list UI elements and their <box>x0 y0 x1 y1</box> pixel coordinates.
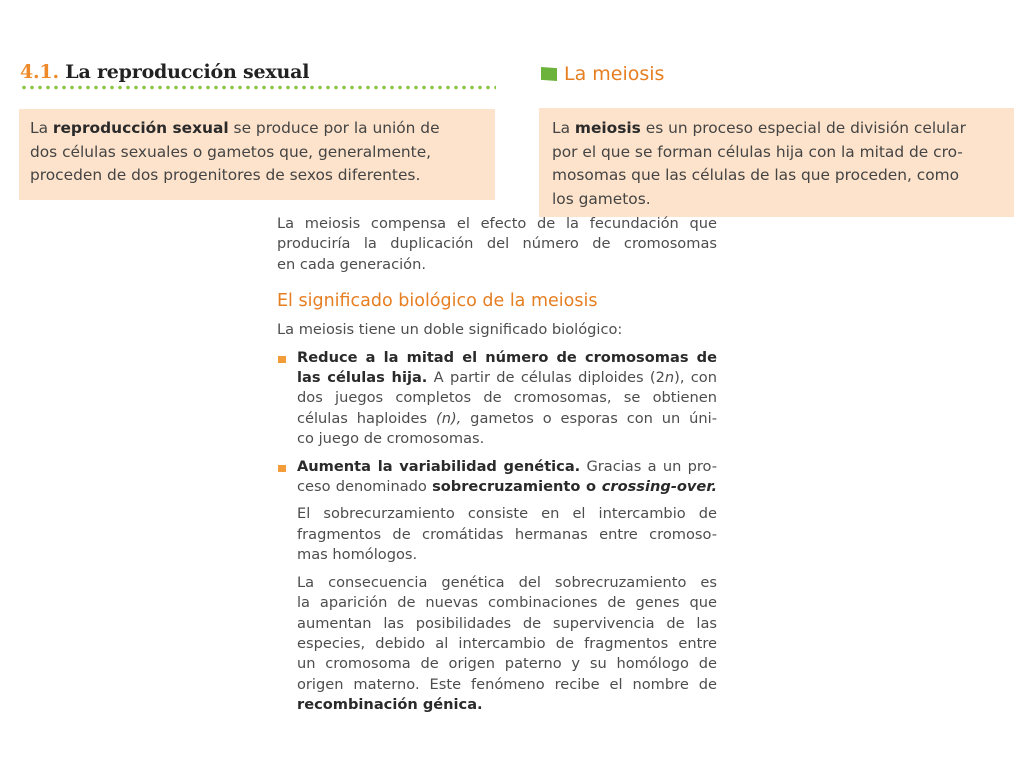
consequence-paragraph <box>277 573 717 716</box>
text-line: La meiosis compensa el efecto de la fecundación que <box>277 215 717 232</box>
subheading: El significado biológico de la meiosis <box>277 291 598 312</box>
bullet-bold-text: las células hija. <box>297 369 428 387</box>
text-line <box>297 457 717 477</box>
bullet-italic-text: (n), <box>436 409 462 427</box>
text-line: aumentan las posibilidades de supervivencia de las <box>297 614 717 632</box>
text-line: la aparición de nuevas combinaciones de genes que <box>297 594 717 612</box>
definition-term: reproducción sexual <box>52 119 229 137</box>
text-line <box>297 409 717 429</box>
crossing-over-paragraph <box>277 504 717 565</box>
definition-line: dos células sexuales o gametos que, generalmente, <box>30 142 432 161</box>
bullet-item-reduce <box>277 348 717 450</box>
text-line: origen materno. Este fenómeno recibe el nombre de <box>297 675 717 693</box>
bullet-item-variability <box>277 457 717 498</box>
green-flag-icon <box>541 67 557 81</box>
bullet-bold-text: Aumenta la variabilidad genética. <box>297 457 581 475</box>
definition-text: es un proceso especial de división celular <box>640 119 966 137</box>
bullet-text: gametos o esporas con un úni- <box>461 409 717 427</box>
text-line: fragmentos de cromátidas hermanas entre cromoso- <box>297 525 717 543</box>
text-line: dos juegos completos de cromosomas, se obtienen <box>297 389 717 407</box>
definition-term: meiosis <box>574 119 641 137</box>
text-line: La meiosis tiene un doble significado biológico: <box>277 321 623 339</box>
text-line <box>297 477 717 497</box>
text-line: produciría la duplicación del número de cromosomas <box>277 235 717 253</box>
section-title <box>20 61 500 83</box>
text-line: El sobrecurzamiento consiste en el intercambio de <box>297 505 717 523</box>
bullet-text: Gracias a un pro- <box>580 457 717 475</box>
bullet-italic-text: n <box>664 369 675 387</box>
definition-line: mosomas que las células de las que proceden, como <box>552 166 960 185</box>
intro-paragraph <box>277 214 717 275</box>
lead-paragraph <box>277 320 717 340</box>
bullet-text: ), con <box>674 369 717 387</box>
bullet-bold-text: sobrecruzamiento o <box>432 478 602 496</box>
definition-box-sexual-reproduction <box>19 109 495 200</box>
text-line: co juego de cromosomas. <box>297 430 485 448</box>
text-line <box>297 348 717 368</box>
definition-line <box>30 117 485 141</box>
definition-line: por el que se forman células hija con la mitad de cro- <box>552 142 963 161</box>
text-line <box>297 368 717 388</box>
bullet-text: ceso denominado <box>297 478 433 496</box>
text-line: un cromosoma de origen paterno y su homólogo de <box>297 655 717 673</box>
key-term: recombinación génica. <box>297 696 483 714</box>
orange-square-bullet-icon <box>278 465 286 472</box>
section-title-text: La reproducción sexual <box>65 61 310 83</box>
definition-box-meiosis <box>539 108 1014 217</box>
text-line: mas homólogos. <box>297 546 418 564</box>
definition-line <box>552 117 1006 141</box>
definition-text: se produce por la unión de <box>228 119 440 137</box>
text-line <box>297 695 717 715</box>
definition-text: La <box>30 119 53 137</box>
text-line: La consecuencia genética del sobrecruzamiento es <box>297 573 717 591</box>
orange-square-bullet-icon <box>278 356 286 363</box>
bullet-bold-text: Reduce a la mitad el número de cromosomas de <box>297 348 717 366</box>
dotted-divider <box>20 85 496 90</box>
meiosis-heading-text: La meiosis <box>564 63 665 85</box>
section-number: 4.1. <box>20 61 59 83</box>
main-text-column <box>277 214 717 716</box>
text-line: especies, debido al intercambio de fragmentos entre <box>297 634 717 652</box>
bullet-text: A partir de células diploides (2 <box>427 369 665 387</box>
definition-line: proceden de dos progenitores de sexos diferentes. <box>30 166 421 185</box>
text-line: en cada generación. <box>277 255 426 273</box>
bullet-bold-italic-text: crossing-over. <box>601 478 717 496</box>
bullet-text: células haploides <box>297 409 437 427</box>
definition-text: La <box>552 119 575 137</box>
meiosis-heading <box>541 63 664 85</box>
definition-line: los gametos. <box>552 189 651 208</box>
